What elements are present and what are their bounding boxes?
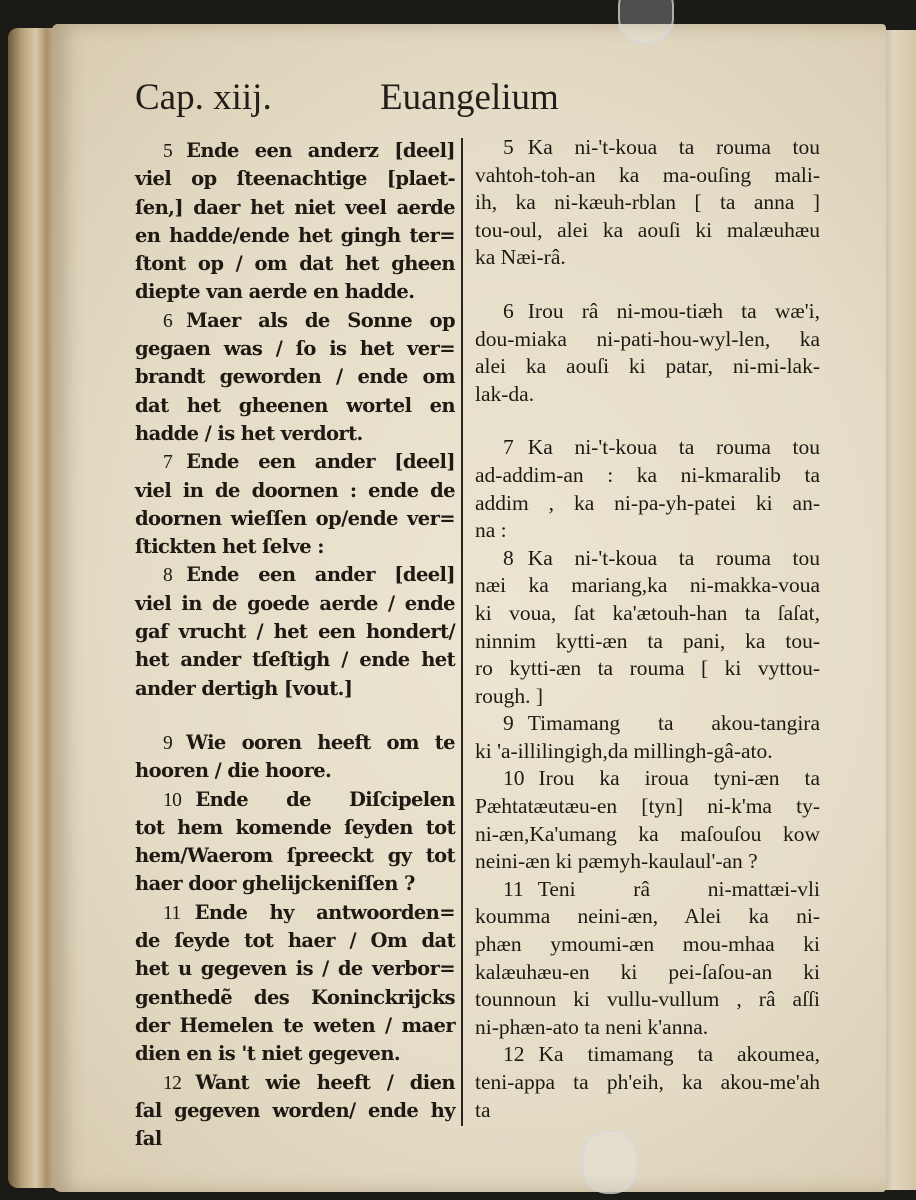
line-text: hem/Waerom ſpreeckt gy tot — [135, 844, 455, 868]
line-text: viel in de doornen : ende de — [135, 478, 455, 502]
line-text: phæn ymoumi-æn mou-mhaa ki — [475, 932, 820, 957]
text-line — [475, 793, 820, 821]
line-text: ſtont op / om dat het gheen — [135, 252, 455, 276]
verse — [135, 307, 455, 448]
line-text: brandt geworden / ende om — [135, 365, 455, 389]
verse — [135, 1069, 455, 1126]
verse — [135, 448, 455, 561]
text-line — [135, 278, 455, 306]
text-line — [475, 903, 820, 931]
line-text: ka Næi-râ. — [475, 245, 566, 270]
text-line — [135, 250, 455, 278]
text-line — [475, 600, 820, 628]
text-line — [135, 505, 455, 533]
formosan-text-column — [475, 134, 820, 1124]
verse — [475, 545, 820, 711]
verse — [135, 786, 455, 899]
line-text: ni-æn,Ka'umang ka maſouſou kow — [475, 821, 820, 846]
line-text: Timamang ta akou-tangira — [527, 711, 820, 736]
text-line — [135, 363, 455, 391]
text-line — [135, 786, 455, 814]
line-text: ſal gegeven worden/ ende hy — [135, 1098, 455, 1122]
verse — [475, 876, 820, 1042]
verse — [135, 899, 455, 1069]
line-text: Irou râ ni-mou-tiæh ta wæ'i, — [527, 298, 820, 323]
line-text: gaf vrucht / het een hondert/ — [135, 620, 455, 644]
text-line — [135, 955, 455, 983]
verse — [135, 137, 455, 307]
text-line — [135, 307, 455, 335]
line-text: Ende een ander [deel] — [186, 450, 455, 474]
line-text: dou-miaka ni-pati-hou-wyl-len, ka — [475, 326, 820, 351]
text-line — [135, 477, 455, 505]
line-text: tot hem komende ſeyden tot — [135, 815, 455, 839]
line-text: Ka ni-'t-koua ta rouma tou — [527, 435, 820, 460]
line-text: hooren / die hoore. — [135, 759, 332, 783]
line-text: Wie ooren heeft om te — [186, 730, 455, 754]
text-line — [135, 646, 455, 674]
text-line — [475, 434, 820, 462]
text-line — [135, 194, 455, 222]
text-line — [475, 326, 820, 354]
text-line — [475, 931, 820, 959]
line-text: rough. ] — [475, 683, 544, 708]
text-line — [475, 572, 820, 600]
verse — [135, 729, 455, 786]
line-text: Ende een anderz [deel] — [186, 139, 455, 162]
text-line — [475, 217, 820, 245]
text-line — [135, 1040, 455, 1068]
text-line — [135, 137, 455, 165]
line-text: lak-da. — [475, 381, 535, 406]
line-text: addim , ka ni-pa-yh-patei ki an- — [475, 490, 820, 515]
verse-gap — [135, 703, 455, 729]
text-line — [135, 870, 455, 898]
line-text: Maer als de Sonne op — [186, 308, 455, 332]
line-text: ki voua, ſat ka'ætouh-han ta ſaſat, — [475, 600, 820, 625]
page-clip-bottom — [582, 1130, 638, 1194]
line-text: dien en is 't niet gegeven. — [135, 1042, 401, 1066]
verse-gap — [475, 408, 820, 434]
verse-number: 8 — [503, 545, 514, 570]
verse — [475, 298, 820, 408]
text-line — [135, 392, 455, 420]
text-line — [475, 1014, 820, 1042]
line-text: het u gegeven is / de verbor= — [135, 957, 455, 981]
verse — [135, 561, 455, 702]
text-line — [135, 590, 455, 618]
text-line — [475, 1069, 820, 1097]
verse-number: 9 — [163, 732, 173, 754]
text-line — [475, 134, 820, 162]
line-text: Ende hy antwoorden= — [194, 900, 455, 924]
text-line — [475, 244, 820, 272]
text-line — [135, 1097, 455, 1125]
line-text: ninnim kytti-æn ta pani, ka tou- — [475, 628, 820, 653]
text-line — [135, 561, 455, 589]
text-line — [135, 757, 455, 785]
line-text: het ander tſeſtigh / ende het — [135, 648, 455, 672]
line-text: ander dertigh [vout.] — [135, 676, 353, 700]
verse-number: 7 — [503, 435, 514, 460]
text-line — [475, 353, 820, 381]
line-text: ro kytti-æn ta rouma [ ki vyttou- — [475, 656, 820, 681]
text-line — [135, 1069, 455, 1097]
text-line — [135, 984, 455, 1012]
verse — [475, 710, 820, 765]
line-text: alei ka aouſi ki patar, ni-mi-lak- — [475, 354, 820, 379]
line-text: neini-æn ki pæmyh-kaulaul'-an ? — [475, 849, 758, 874]
line-text: gegaen was / ſo is het ver= — [135, 337, 455, 361]
text-line — [475, 848, 820, 876]
text-line — [475, 462, 820, 490]
text-line — [475, 876, 820, 904]
chapter-heading: Cap. xiij. — [135, 77, 272, 118]
verse-number: 12 — [503, 1042, 525, 1067]
text-line — [135, 842, 455, 870]
text-line — [135, 222, 455, 250]
line-text: na : — [475, 518, 507, 543]
verse-number: 11 — [163, 902, 181, 924]
text-line — [135, 899, 455, 927]
line-text: kalæuhæu-en ki pei-ſaſou-an ki — [475, 959, 820, 984]
text-line — [475, 959, 820, 987]
catchword: ſal — [135, 1127, 162, 1151]
text-line — [135, 675, 455, 703]
line-text: teni-appa ta ph'eih, ka akou-me'ah — [475, 1070, 820, 1094]
text-line — [135, 448, 455, 476]
line-text: tou-oul, alei ka aouſi ki malæuhæu — [475, 217, 820, 242]
text-line — [475, 821, 820, 849]
text-line — [135, 533, 455, 561]
text-line — [135, 165, 455, 193]
line-text: ih, ka ni-kæuh-rblan [ ta anna ] — [475, 190, 820, 215]
verse-number: 9 — [503, 711, 514, 736]
verse-number: 11 — [503, 876, 524, 901]
line-text: Ende een ander [deel] — [186, 563, 455, 587]
catchword: ta — [475, 1097, 491, 1122]
text-line — [475, 490, 820, 518]
text-line — [475, 710, 820, 738]
line-text: genthedẽ des Koninckrijcks — [135, 985, 455, 1009]
line-text: doornen wieſſen op/ende ver= — [135, 506, 455, 530]
line-text: dat het gheenen wortel en — [135, 393, 455, 417]
line-text: ad-addim-an : ka ni-kmaralib ta — [475, 462, 820, 487]
running-title: Euangelium — [380, 77, 559, 118]
line-text: Want wie heeft / dien — [195, 1070, 455, 1094]
line-text: de ſeyde tot haer / Om dat — [135, 929, 455, 953]
text-line — [475, 683, 820, 711]
line-text: koumma neini-æn, Alei ka ni- — [475, 904, 820, 929]
verse-gap — [475, 272, 820, 298]
text-line — [475, 189, 820, 217]
text-line — [475, 1041, 820, 1069]
line-text: vahtoh-toh-an ka ma-ouſing mali- — [475, 162, 820, 187]
line-text: haer door ghelijckeniſſen ? — [135, 872, 415, 896]
line-text: diepte van aerde en hadde. — [135, 280, 415, 304]
text-line — [135, 420, 455, 448]
line-text: Teni râ ni-mattæi-vli — [537, 876, 820, 901]
text-line — [475, 545, 820, 573]
verse-number: 6 — [163, 310, 173, 332]
text-line — [475, 765, 820, 793]
text-line — [135, 729, 455, 757]
text-line — [135, 1012, 455, 1040]
line-text: Ka ni-'t-koua ta rouma tou — [527, 545, 820, 570]
line-text: Ende de Diſcipelen — [195, 787, 455, 811]
verse-number: 5 — [503, 135, 514, 159]
verse-number: 6 — [503, 298, 514, 323]
verse-number: 5 — [163, 141, 173, 162]
line-text: viel in de goede aerde / ende — [135, 591, 455, 615]
text-line — [475, 738, 820, 766]
verse — [475, 134, 820, 272]
text-line — [475, 162, 820, 190]
text-line — [475, 655, 820, 683]
line-text: hadde / is het verdort. — [135, 421, 363, 445]
line-text: næi ka mariang,ka ni-makka-voua — [475, 573, 820, 598]
verse-number: 10 — [163, 789, 182, 811]
dutch-text-column — [135, 137, 455, 1153]
line-text: en hadde/ende het gingh ter= — [135, 223, 455, 247]
verse — [475, 1041, 820, 1096]
column-divider — [461, 138, 463, 1126]
verse-number: 10 — [503, 766, 525, 791]
line-text: ſen,] daer het niet veel aerde — [135, 195, 455, 219]
line-text: ſtickten het ſelve : — [135, 535, 324, 559]
line-text: ki 'a-illilingigh,da millingh-gâ-ato. — [475, 738, 773, 763]
verse — [475, 765, 820, 875]
text-line — [475, 517, 820, 545]
verse-number: 12 — [163, 1072, 182, 1094]
text-line — [135, 814, 455, 842]
verse-number: 7 — [163, 452, 173, 474]
text-line — [475, 986, 820, 1014]
line-text: Ka timamang ta akoumea, — [538, 1042, 820, 1067]
text-line — [475, 298, 820, 326]
line-text: der Hemelen te weten / maer — [135, 1013, 455, 1037]
text-line — [475, 628, 820, 656]
text-line — [475, 381, 820, 409]
line-text: Pæhtatæutæu-en [tyn] ni-k'ma ty- — [475, 794, 820, 819]
line-text: viel op ſteenachtige [plaet- — [135, 167, 455, 191]
line-text: Ka ni-'t-koua ta rouma tou — [527, 135, 820, 159]
text-line — [135, 335, 455, 363]
text-line — [135, 927, 455, 955]
verse-number: 8 — [163, 565, 173, 587]
line-text: ni-phæn-ato ta neni k'anna. — [475, 1014, 709, 1039]
line-text: tounnoun ki vullu-vullum , râ aſſi — [475, 987, 820, 1012]
verse — [475, 434, 820, 544]
text-line — [135, 618, 455, 646]
line-text: Irou ka iroua tyni-æn ta — [538, 766, 820, 791]
